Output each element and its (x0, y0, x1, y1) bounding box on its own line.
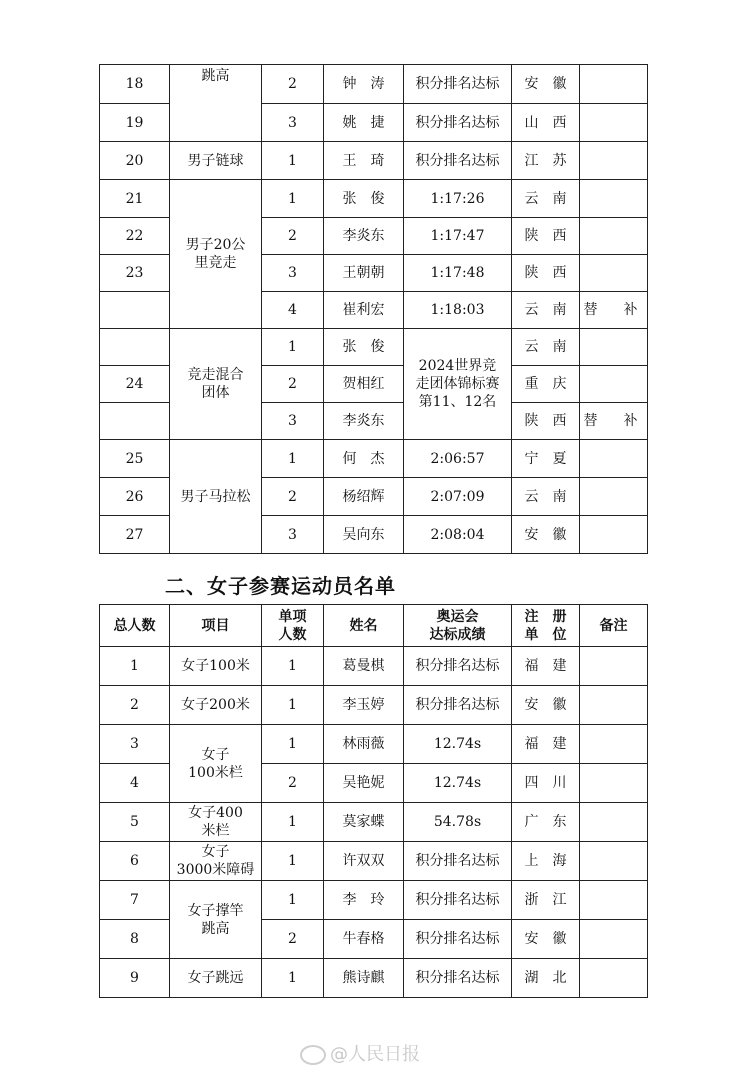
event-line: 跳高 (201, 920, 230, 937)
cell-result: 2:08:04 (404, 516, 512, 554)
cell-name: 莫家蝶 (324, 803, 404, 842)
cell-event-polevault (170, 881, 262, 959)
result-line: 走团体锦标赛 (415, 376, 500, 392)
cell-unit: 云 南 (512, 292, 580, 329)
table-row (100, 803, 648, 842)
cell-event-hurdles400 (170, 803, 262, 842)
cell-unit: 安 徽 (512, 516, 580, 554)
cell-unit: 安 徽 (512, 920, 580, 959)
cell-no: 4 (100, 764, 170, 803)
men-athletes-table (99, 64, 648, 554)
cell-no: 25 (100, 440, 170, 478)
cell-idx: 1 (262, 180, 324, 218)
cell-idx: 3 (262, 403, 324, 440)
event-line: 100米栏 (188, 764, 243, 781)
cell-note (580, 366, 648, 403)
table-row (100, 686, 648, 725)
cell-name: 吴向东 (324, 516, 404, 554)
cell-no: 1 (100, 647, 170, 686)
cell-no: 22 (100, 218, 170, 255)
cell-name: 王朝朝 (324, 255, 404, 292)
cell-event-mixed (170, 329, 262, 440)
header-event: 项目 (170, 605, 262, 647)
cell-event-marathon: 男子马拉松 (170, 440, 262, 554)
cell-unit: 重 庆 (512, 366, 580, 403)
header-note: 备注 (580, 605, 648, 647)
event-line: 竞走混合 (187, 367, 244, 383)
event-line: 女子 (201, 844, 230, 860)
event-line: 女子 (201, 746, 230, 763)
cell-note (580, 725, 648, 764)
header-count (262, 605, 324, 647)
cell-event: 跳高 (170, 65, 262, 142)
cell-no: 26 (100, 478, 170, 516)
cell-name: 熊诗麒 (324, 959, 404, 998)
cell-result: 积分排名达标 (404, 881, 512, 920)
cell-note (580, 803, 648, 842)
cell-idx: 3 (262, 516, 324, 554)
cell-note (580, 329, 648, 366)
cell-no: 21 (100, 180, 170, 218)
cell-event: 男子链球 (170, 142, 262, 180)
cell-result: 积分排名达标 (404, 842, 512, 881)
cell-name: 张 俊 (324, 180, 404, 218)
cell-note (580, 881, 648, 920)
table-header-row (100, 605, 648, 647)
header-line: 达标成绩 (429, 626, 486, 643)
cell-name: 李炎东 (324, 403, 404, 440)
cell-no: 24 (100, 366, 170, 403)
header-line: 注 册 (524, 608, 567, 625)
cell-idx: 2 (262, 764, 324, 803)
cell-event-walk20 (170, 180, 262, 329)
cell-unit: 安 徽 (512, 686, 580, 725)
cell-unit: 宁 夏 (512, 440, 580, 478)
cell-note (580, 647, 648, 686)
header-line: 单项 (278, 608, 307, 625)
header-unit (512, 605, 580, 647)
cell-idx: 1 (262, 647, 324, 686)
cell-name: 葛曼棋 (324, 647, 404, 686)
cell-unit: 湖 北 (512, 959, 580, 998)
cell-event-steeple (170, 842, 262, 881)
cell-no: 23 (100, 255, 170, 292)
cell-result: 积分排名达标 (404, 959, 512, 998)
cell-event: 女子100米 (170, 647, 262, 686)
women-athletes-table (99, 604, 648, 998)
cell-unit: 云 南 (512, 478, 580, 516)
header-name: 姓名 (324, 605, 404, 647)
watermark-text: @人民日报 (330, 1044, 420, 1065)
cell-unit: 广 东 (512, 803, 580, 842)
cell-result: 54.78s (404, 803, 512, 842)
cell-idx: 1 (262, 686, 324, 725)
cell-result: 积分排名达标 (404, 686, 512, 725)
result-line: 第11、12名 (418, 394, 497, 410)
cell-unit: 陕 西 (512, 218, 580, 255)
cell-result: 12.74s (404, 725, 512, 764)
cell-no: 7 (100, 881, 170, 920)
cell-name: 崔利宏 (324, 292, 404, 329)
cell-unit: 云 南 (512, 180, 580, 218)
cell-idx: 1 (262, 440, 324, 478)
cell-note (580, 959, 648, 998)
cell-note (580, 104, 648, 142)
header-result (404, 605, 512, 647)
cell-name: 钟 涛 (324, 65, 404, 104)
cell-unit: 江 苏 (512, 142, 580, 180)
cell-unit: 福 建 (512, 647, 580, 686)
table-row (100, 725, 648, 764)
table-row (100, 65, 648, 104)
cell-idx: 1 (262, 329, 324, 366)
cell-note (580, 65, 648, 104)
cell-note (580, 920, 648, 959)
header-total: 总人数 (100, 605, 170, 647)
cell-unit: 安 徽 (512, 65, 580, 104)
cell-no: 20 (100, 142, 170, 180)
cell-result: 积分排名达标 (404, 65, 512, 104)
cell-idx: 2 (262, 366, 324, 403)
event-line: 米栏 (201, 823, 230, 839)
cell-result-mixed (404, 329, 512, 440)
cell-result: 积分排名达标 (404, 104, 512, 142)
cell-note (580, 218, 648, 255)
cell-result: 2:07:09 (404, 478, 512, 516)
table-row (100, 180, 648, 218)
cell-name: 杨绍辉 (324, 478, 404, 516)
cell-note (580, 255, 648, 292)
cell-note (580, 142, 648, 180)
header-line: 奥运会 (436, 608, 479, 625)
cell-name: 牛春格 (324, 920, 404, 959)
cell-note (580, 764, 648, 803)
cell-idx: 1 (262, 725, 324, 764)
cell-event: 女子跳远 (170, 959, 262, 998)
event-line: 团体 (201, 385, 230, 401)
table-row (100, 842, 648, 881)
cell-note (580, 686, 648, 725)
cell-no: 2 (100, 686, 170, 725)
cell-unit: 山 西 (512, 104, 580, 142)
event-line: 3000米障碍 (176, 862, 255, 878)
cell-no: 18 (100, 65, 170, 104)
cell-unit: 浙 江 (512, 881, 580, 920)
table-row (100, 142, 648, 180)
cell-result: 1:17:48 (404, 255, 512, 292)
cell-result: 积分排名达标 (404, 142, 512, 180)
cell-event: 女子200米 (170, 686, 262, 725)
cell-no: 9 (100, 959, 170, 998)
cell-idx: 2 (262, 218, 324, 255)
cell-result: 1:17:26 (404, 180, 512, 218)
cell-result: 积分排名达标 (404, 920, 512, 959)
cell-idx: 1 (262, 842, 324, 881)
cell-no: 5 (100, 803, 170, 842)
cell-idx: 4 (262, 292, 324, 329)
cell-unit: 云 南 (512, 329, 580, 366)
watermark (300, 1040, 420, 1066)
cell-name: 林雨薇 (324, 725, 404, 764)
cell-idx: 1 (262, 142, 324, 180)
cell-idx: 1 (262, 959, 324, 998)
cell-name: 王 琦 (324, 142, 404, 180)
cell-unit: 陕 西 (512, 255, 580, 292)
cell-no: 6 (100, 842, 170, 881)
event-line: 女子撑竿 (187, 902, 244, 919)
table-row (100, 647, 648, 686)
cell-idx: 1 (262, 881, 324, 920)
cell-result: 2:06:57 (404, 440, 512, 478)
cell-name: 李 玲 (324, 881, 404, 920)
header-line: 人数 (278, 626, 307, 643)
cell-no (100, 292, 170, 329)
table-row (100, 959, 648, 998)
cell-result: 积分排名达标 (404, 647, 512, 686)
cell-note (580, 440, 648, 478)
table-row (100, 881, 648, 920)
cell-unit: 福 建 (512, 725, 580, 764)
cell-no: 3 (100, 725, 170, 764)
cell-name: 李玉婷 (324, 686, 404, 725)
cell-no: 8 (100, 920, 170, 959)
cell-idx: 2 (262, 65, 324, 104)
event-line: 里竞走 (194, 255, 237, 271)
table-row (100, 329, 648, 366)
cell-unit: 四 川 (512, 764, 580, 803)
cell-note (580, 516, 648, 554)
result-line: 2024世界竞 (418, 358, 497, 374)
cell-unit: 上 海 (512, 842, 580, 881)
cell-name: 何 杰 (324, 440, 404, 478)
cell-note (580, 180, 648, 218)
cell-idx: 2 (262, 478, 324, 516)
table-row (100, 440, 648, 478)
cell-note: 替 补 (580, 403, 648, 440)
weibo-icon (300, 1045, 326, 1065)
cell-name: 吴艳妮 (324, 764, 404, 803)
cell-idx: 3 (262, 255, 324, 292)
cell-name: 贺相红 (324, 366, 404, 403)
cell-note: 替 补 (580, 292, 648, 329)
section-title: 二、女子参赛运动员名单 (165, 574, 396, 598)
cell-no (100, 403, 170, 440)
cell-name: 张 俊 (324, 329, 404, 366)
cell-result: 1:18:03 (404, 292, 512, 329)
cell-idx: 3 (262, 104, 324, 142)
cell-note (580, 842, 648, 881)
cell-idx: 2 (262, 920, 324, 959)
cell-no: 27 (100, 516, 170, 554)
cell-no: 19 (100, 104, 170, 142)
cell-result: 12.74s (404, 764, 512, 803)
cell-name: 姚 捷 (324, 104, 404, 142)
event-line: 男子20公 (185, 237, 246, 253)
cell-event-hurdles100 (170, 725, 262, 803)
cell-no (100, 329, 170, 366)
header-line: 单 位 (524, 626, 567, 643)
cell-name: 许双双 (324, 842, 404, 881)
event-line: 女子400 (188, 805, 243, 821)
cell-note (580, 478, 648, 516)
cell-result: 1:17:47 (404, 218, 512, 255)
cell-idx: 1 (262, 803, 324, 842)
cell-name: 李炎东 (324, 218, 404, 255)
cell-unit: 陕 西 (512, 403, 580, 440)
